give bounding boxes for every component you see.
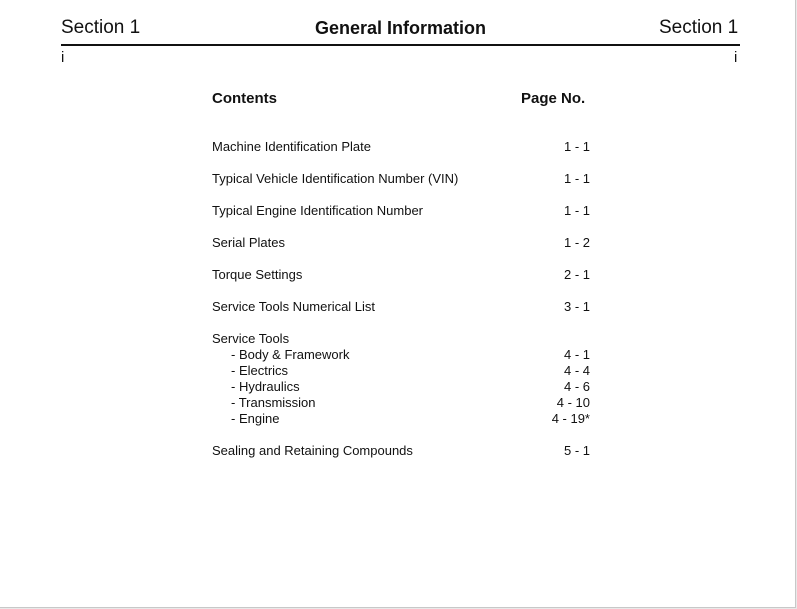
- toc-entry-page: 4 - 6: [563, 379, 590, 394]
- toc-entry-title: - Hydraulics: [231, 379, 300, 394]
- toc-subentry[interactable]: [212, 363, 590, 379]
- toc-entry-title: - Electrics: [231, 363, 289, 378]
- toc-entry-page: 3 - 1: [563, 299, 590, 314]
- page-no-heading: Page No.: [521, 90, 586, 107]
- toc-entry-title: - Transmission: [231, 395, 316, 410]
- toc-entry-title: Sealing and Retaining Compounds: [212, 443, 413, 458]
- page-number-left: i: [61, 49, 65, 66]
- toc-entry-page: 4 - 1: [563, 347, 590, 362]
- toc-entry-title: Machine Identification Plate: [212, 139, 371, 154]
- toc-entry-page: 4 - 4: [563, 363, 590, 378]
- header-rule: [61, 44, 740, 46]
- contents-heading: Contents: [212, 90, 277, 107]
- toc-entry-page: 4 - 19*: [551, 411, 590, 426]
- page-title: General Information: [315, 18, 487, 38]
- toc-subentry[interactable]: [212, 411, 590, 427]
- toc-subentry[interactable]: [212, 379, 590, 395]
- toc-entry-page: 2 - 1: [563, 267, 590, 282]
- toc-entry[interactable]: [212, 139, 590, 155]
- toc-entry-page: 1 - 1: [563, 139, 590, 154]
- toc-entry-page: 5 - 1: [563, 443, 590, 458]
- header-section-left: Section 1: [61, 17, 141, 38]
- toc-entry[interactable]: [212, 171, 590, 187]
- toc-entry-title: Serial Plates: [212, 235, 285, 250]
- toc-entry-page: 1 - 2: [563, 235, 590, 250]
- toc-entry[interactable]: [212, 235, 590, 251]
- toc-subentry[interactable]: [212, 395, 590, 411]
- toc-entry[interactable]: [212, 299, 590, 315]
- header-section-right: Section 1: [659, 17, 739, 38]
- toc-group-heading: [212, 331, 590, 347]
- toc-entry-page: 4 - 10: [556, 395, 590, 410]
- toc-entry-title: Typical Engine Identification Number: [212, 203, 424, 218]
- toc-entry-title: - Body & Framework: [231, 347, 350, 362]
- toc-entry[interactable]: [212, 443, 590, 459]
- toc-entry-page: 1 - 1: [563, 203, 590, 218]
- toc-entry-title: Torque Settings: [212, 267, 303, 282]
- toc-entry-title: Service Tools Numerical List: [212, 299, 376, 314]
- toc-entry[interactable]: [212, 203, 590, 219]
- toc-subentry[interactable]: [212, 347, 590, 363]
- toc-entry-title: Service Tools: [212, 331, 290, 346]
- page-number-right: i: [734, 49, 738, 66]
- toc-entry-title: Typical Vehicle Identification Number (VIN): [212, 171, 459, 186]
- toc-entry-title: - Engine: [231, 411, 280, 426]
- toc-entry-page: 1 - 1: [563, 171, 590, 186]
- toc-entry[interactable]: [212, 267, 590, 283]
